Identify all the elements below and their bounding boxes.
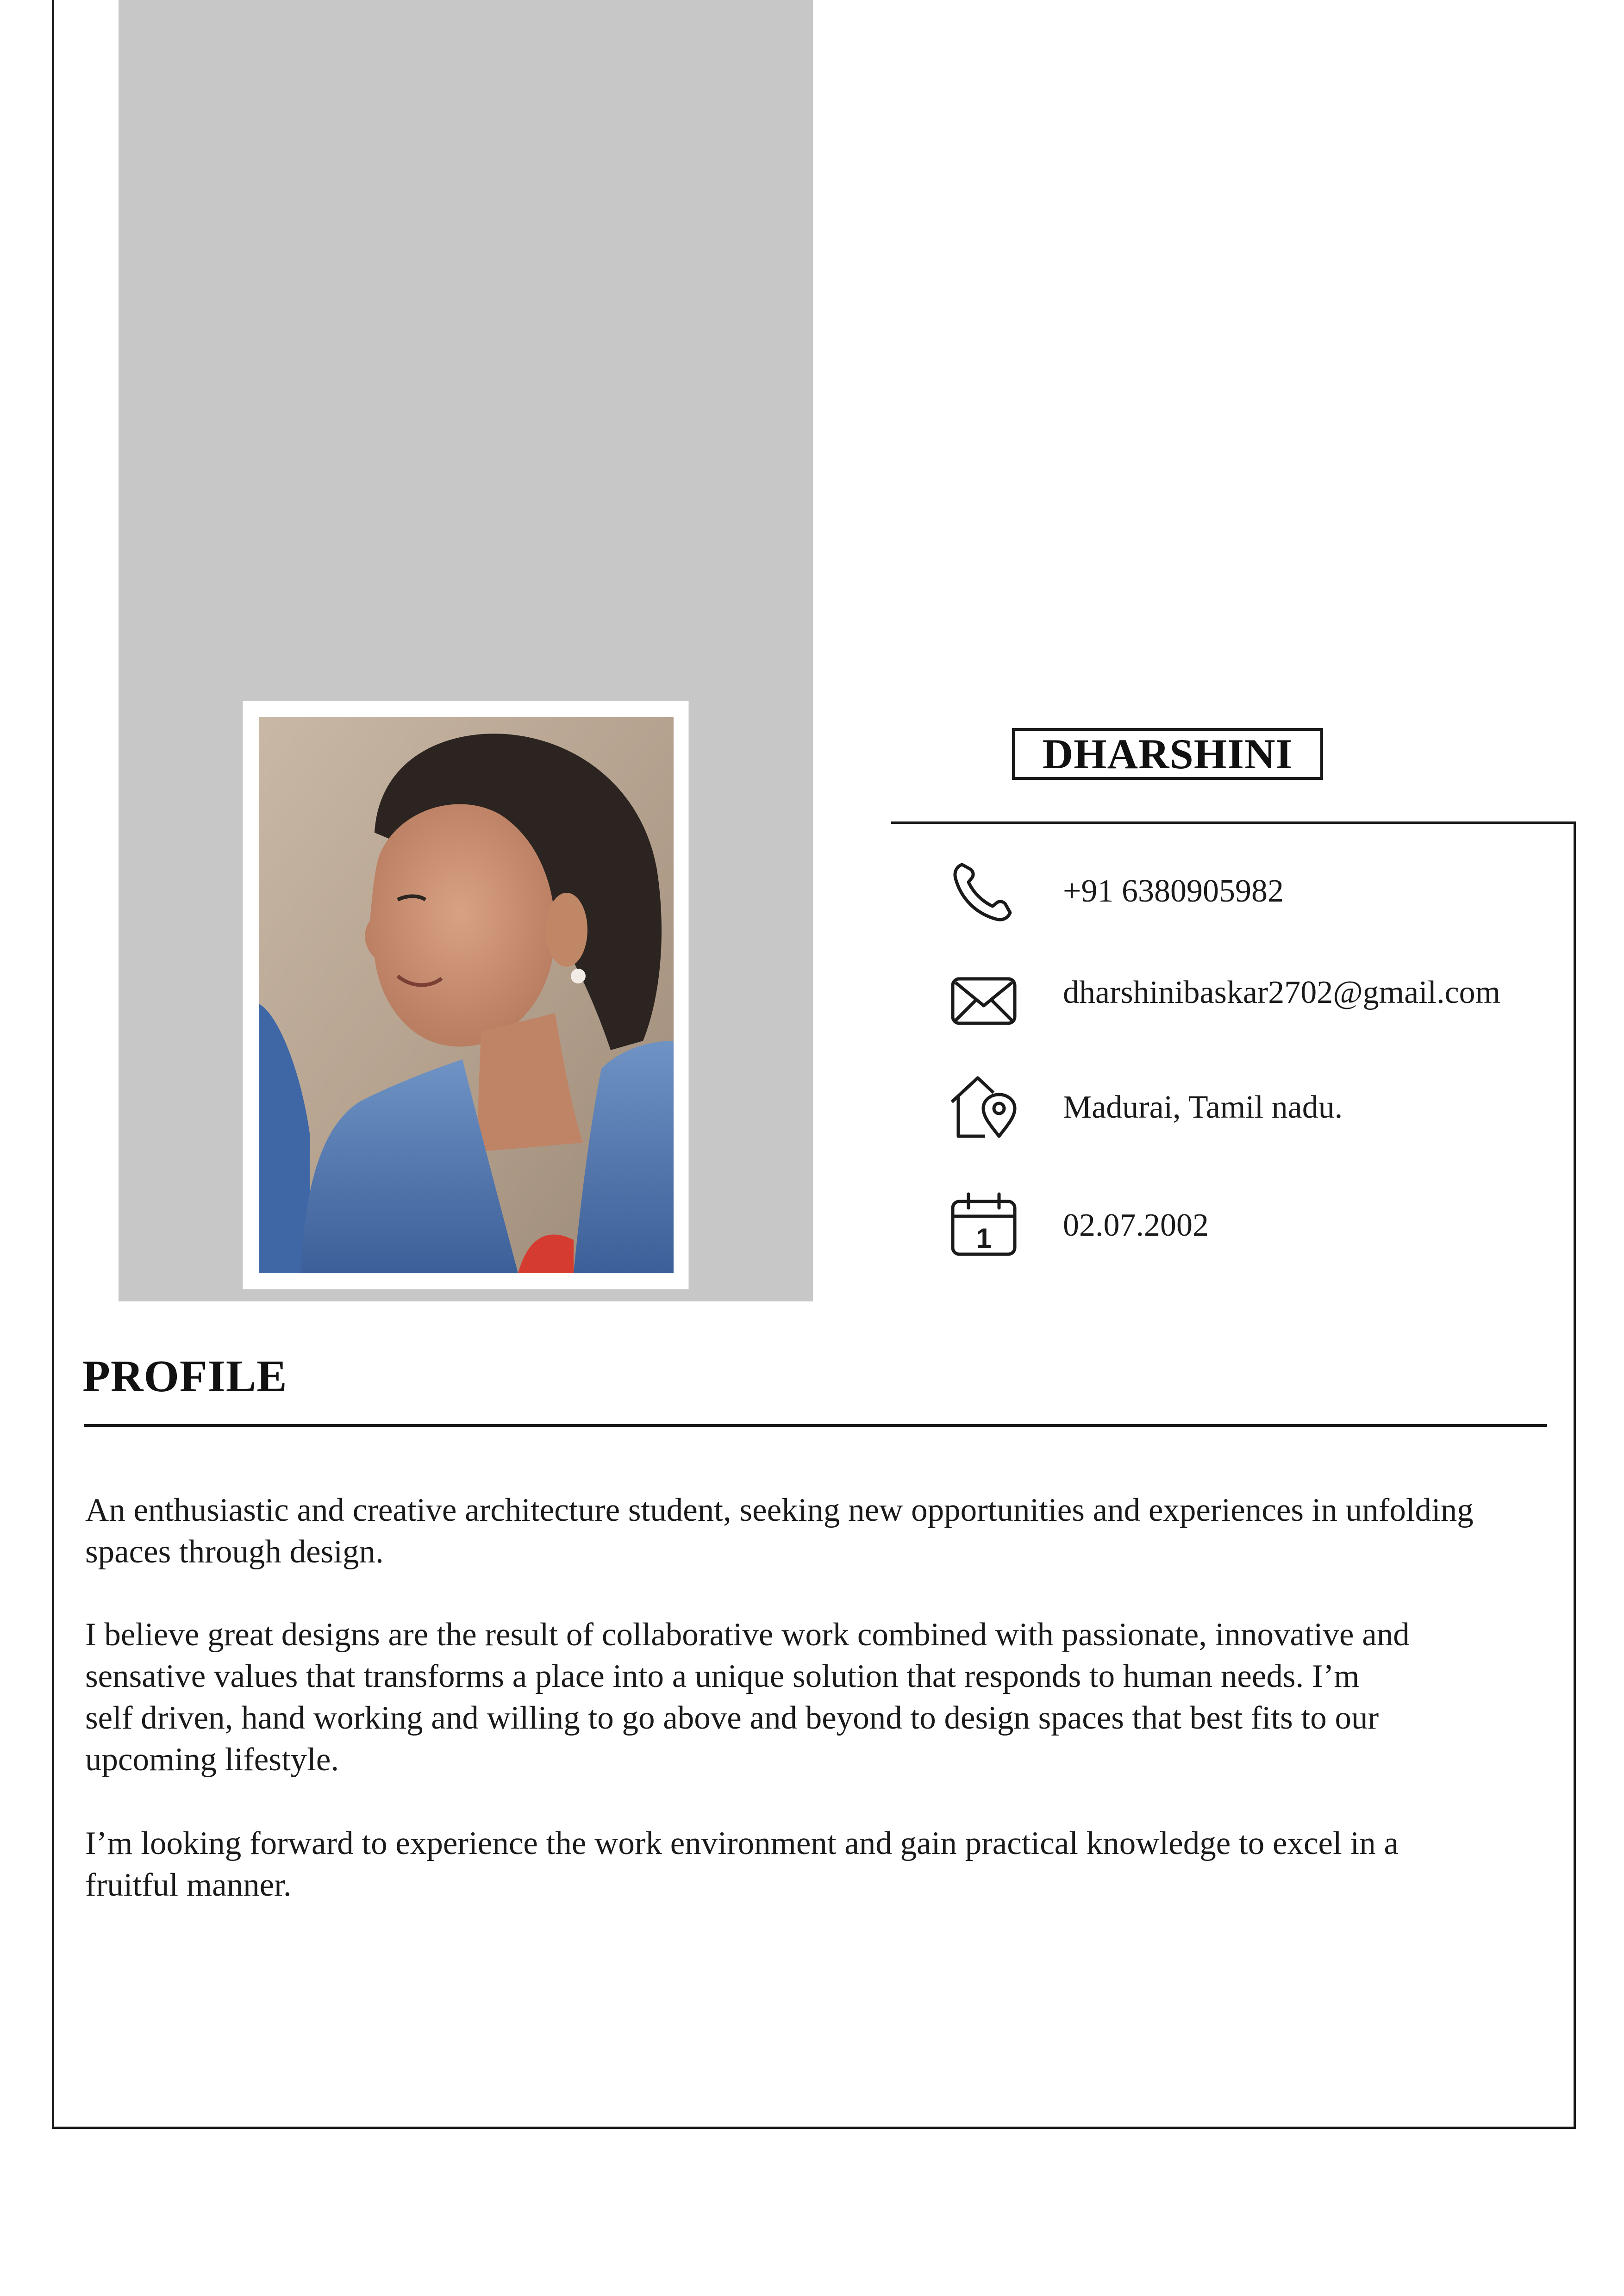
paragraph-line: fruitful manner. — [85, 1867, 292, 1903]
mail-icon — [949, 965, 1018, 1034]
contact-dob-row — [949, 1189, 1569, 1268]
home-location-icon — [949, 1071, 1018, 1141]
paragraph-line: spaces through design. — [85, 1534, 384, 1570]
phone-number: +91 6380905982 — [1063, 873, 1284, 909]
contact-address-row — [949, 1071, 1569, 1150]
profile-paragraph — [85, 1823, 1567, 1906]
paragraph-line: upcoming lifestyle. — [85, 1742, 339, 1778]
paragraph-line: I’m looking forward to experience the work environment and gain practical knowledge to excel in a — [85, 1825, 1399, 1861]
page-frame-left — [52, 0, 54, 2129]
contact-frame-right — [1574, 821, 1576, 2129]
date-of-birth: 02.07.2002 — [1063, 1207, 1209, 1243]
name-title: DHARSHINI — [1012, 728, 1323, 780]
calendar-icon — [949, 1189, 1018, 1259]
paragraph-line: An enthusiastic and creative architecture student, seeking new opportunities and experiences in unfolding — [85, 1492, 1474, 1528]
portrait-photo — [259, 717, 674, 1273]
contact-email-row — [949, 965, 1569, 1044]
paragraph-line: self driven, hand working and willing to go above and beyond to design spaces that best fits to our — [85, 1700, 1379, 1736]
portrait-card — [243, 701, 689, 1289]
address-text: Madurai, Tamil nadu. — [1063, 1089, 1343, 1125]
contact-phone-row — [949, 856, 1569, 935]
profile-divider — [84, 1424, 1547, 1427]
profile-paragraph — [85, 1489, 1567, 1573]
paragraph-line: sensative values that transforms a place into a unique solution that responds to human needs. I’m — [85, 1658, 1360, 1694]
email-address: dharshinibaskar2702@gmail.com — [1063, 975, 1501, 1010]
profile-heading: PROFILE — [82, 1351, 287, 1401]
phone-icon — [949, 856, 1018, 926]
calendar-icon-digit: 1 — [976, 1223, 992, 1254]
profile-paragraph — [85, 1614, 1567, 1780]
page-frame-bottom — [52, 2127, 1576, 2129]
paragraph-line: I believe great designs are the result of collaborative work combined with passionate, innovative and — [85, 1617, 1410, 1653]
contact-frame-top — [891, 821, 1576, 824]
